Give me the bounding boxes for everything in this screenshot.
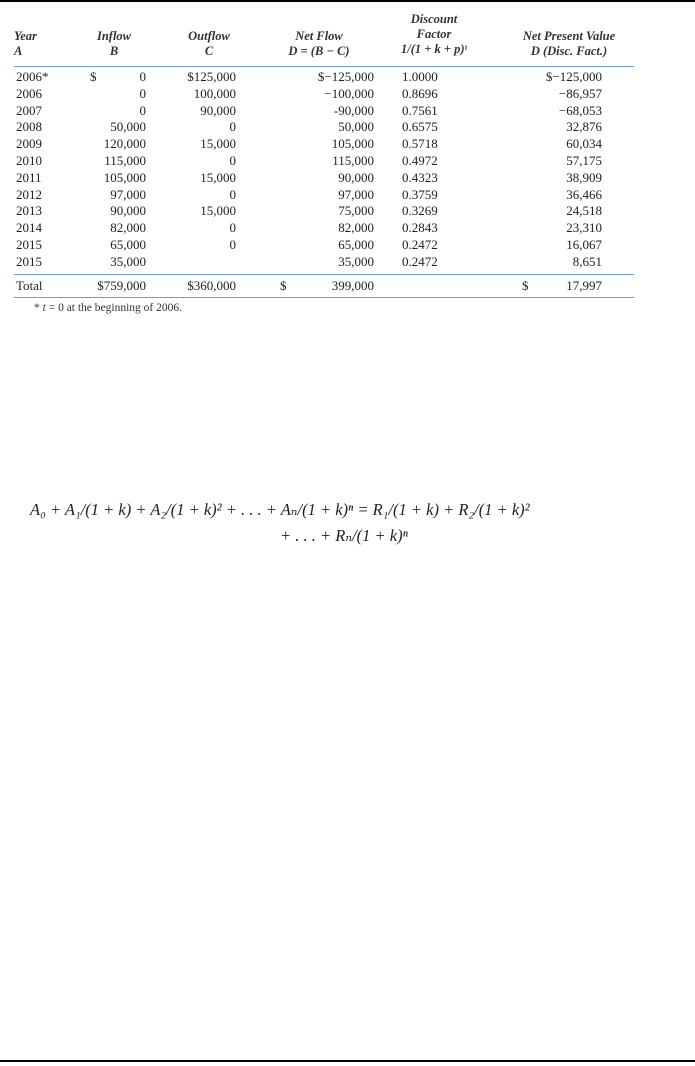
- total-outflow: $360,000: [187, 278, 236, 293]
- cell-outflow: 0: [229, 152, 236, 168]
- cell-inflow: 120,000: [103, 136, 146, 152]
- cell-npv: 8,651: [572, 253, 602, 269]
- cell-net-flow: −100,000: [324, 85, 374, 101]
- cell-npv: 57,175: [566, 152, 602, 168]
- cell-npv: 36,466: [566, 186, 602, 202]
- cell-discount-factor: 0.6575: [402, 119, 438, 135]
- cell-year: 2011: [16, 169, 42, 185]
- cell-outflow: 0: [229, 186, 236, 202]
- table-body: [14, 69, 634, 271]
- cell-npv: 38,909: [566, 169, 602, 185]
- cell-net-flow: 75,000: [338, 203, 374, 219]
- total-rule-bottom: [14, 297, 634, 298]
- cell-year: 2015: [16, 253, 42, 269]
- cell-outflow: 90,000: [200, 102, 236, 118]
- cell-discount-factor: 0.2843: [402, 220, 438, 236]
- cell-year: 2009: [16, 136, 42, 152]
- cell-net-flow: 115,000: [332, 152, 374, 168]
- total-inflow: $759,000: [97, 278, 146, 293]
- cell-inflow: 90,000: [110, 203, 146, 219]
- present-value-equation: [30, 500, 670, 544]
- cell-outflow: 0: [229, 236, 236, 252]
- cell-inflow: 115,000: [104, 152, 146, 168]
- cash-flow-table: [14, 12, 634, 293]
- cell-discount-factor: 0.4323: [402, 169, 438, 185]
- table-row: [14, 103, 634, 120]
- cell-discount-factor: 0.8696: [402, 85, 438, 101]
- cell-discount-factor: 0.5718: [402, 136, 438, 152]
- cell-inflow: 35,000: [110, 253, 146, 269]
- table-row: [14, 203, 634, 220]
- cell-inflow-currency: $: [90, 69, 97, 84]
- cell-inflow: 65,000: [110, 236, 146, 252]
- bottom-page-rule: [0, 1060, 695, 1062]
- cell-npv: $−125,000: [545, 69, 602, 84]
- table-row: [14, 254, 634, 271]
- table-footnote: [34, 302, 182, 314]
- table-row: [14, 220, 634, 237]
- table-row: [14, 170, 634, 187]
- cell-discount-factor: 1.0000: [402, 69, 438, 84]
- cell-outflow: 15,000: [200, 169, 236, 185]
- cell-npv: 23,310: [566, 220, 602, 236]
- cell-year: 2010: [16, 152, 42, 168]
- cell-discount-factor: 0.7561: [402, 102, 438, 118]
- header-outflow: Outflow C: [188, 29, 230, 58]
- cell-inflow: 97,000: [110, 186, 146, 202]
- table-row: [14, 153, 634, 170]
- cell-npv: −68,053: [558, 102, 602, 118]
- cell-npv: 60,034: [566, 136, 602, 152]
- footnote-variable: t: [42, 302, 46, 314]
- equation-line-2: + . . . + Rₙ/(1 + k)ⁿ: [280, 526, 408, 545]
- equation-line-1: A₀ + A₁/(1 + k) + A₂/(1 + k)² + . . . + Aₙ/(1 + k)ⁿ = R₁/(1 + k) + R₂/(1 + k)²: [30, 500, 530, 519]
- cell-outflow: 15,000: [200, 203, 236, 219]
- cell-net-flow: 90,000: [338, 169, 374, 185]
- footnote-mark: *: [34, 302, 40, 314]
- table-row: [14, 86, 634, 103]
- header-year: Year A: [14, 29, 37, 58]
- cell-outflow: 0: [229, 119, 236, 135]
- cell-year: 2006: [16, 85, 42, 101]
- top-page-rule: [0, 0, 695, 2]
- cell-inflow: 82,000: [110, 220, 146, 236]
- total-npv-currency: $: [522, 278, 529, 293]
- cell-net-flow: -90,000: [333, 102, 374, 118]
- cell-net-flow: 82,000: [338, 220, 374, 236]
- cell-inflow: 50,000: [110, 119, 146, 135]
- cell-outflow: 0: [229, 220, 236, 236]
- cell-outflow: 100,000: [193, 85, 236, 101]
- table-header: [14, 12, 634, 66]
- total-row: [14, 277, 634, 295]
- cell-outflow: 15,000: [200, 136, 236, 152]
- cell-year: 2014: [16, 220, 42, 236]
- cell-npv: 16,067: [566, 236, 602, 252]
- cell-inflow: 105,000: [103, 169, 146, 185]
- cell-year: 2012: [16, 186, 42, 202]
- cell-year: 2008: [16, 119, 42, 135]
- cell-npv: 24,518: [566, 203, 602, 219]
- cell-discount-factor: 0.3759: [402, 186, 438, 202]
- header-net-flow: Net Flow D = (B − C): [288, 29, 350, 58]
- total-net-flow: 399,000: [331, 278, 374, 293]
- cell-inflow: 0: [139, 69, 146, 84]
- cell-discount-factor: 0.4972: [402, 152, 438, 168]
- table-row: [14, 69, 634, 86]
- total-rule-top: [14, 274, 634, 275]
- table-row: [14, 237, 634, 254]
- total-label: Total: [16, 278, 43, 293]
- total-npv: 17,997: [566, 278, 602, 293]
- table-row: [14, 136, 634, 153]
- cell-inflow: 0: [139, 85, 146, 101]
- header-npv: Net Present Value D (Disc. Fact.): [522, 29, 616, 58]
- header-inflow: Inflow B: [96, 29, 132, 58]
- cell-npv: 32,876: [566, 119, 602, 135]
- header-rule: [14, 66, 634, 67]
- cell-discount-factor: 0.2472: [402, 236, 438, 252]
- header-discount-factor: Discount Factor 1/(1 + k + p)ᵗ: [401, 12, 467, 56]
- total-net-currency: $: [280, 278, 287, 293]
- table-row: [14, 187, 634, 204]
- cell-discount-factor: 0.2472: [402, 253, 438, 269]
- footnote-text: = 0 at the beginning of 2006.: [45, 302, 182, 314]
- cell-inflow: 0: [139, 102, 146, 118]
- cell-net-flow: 65,000: [338, 236, 374, 252]
- cell-year: 2006*: [16, 69, 49, 84]
- cell-year: 2007: [16, 102, 42, 118]
- cell-discount-factor: 0.3269: [402, 203, 438, 219]
- cell-net-flow: 50,000: [338, 119, 374, 135]
- cell-net-flow: 97,000: [338, 186, 374, 202]
- cell-outflow: $125,000: [187, 69, 236, 84]
- cell-net-flow: $−125,000: [317, 69, 374, 84]
- cell-year: 2013: [16, 203, 42, 219]
- cell-npv: −86,957: [558, 85, 602, 101]
- table-row: [14, 119, 634, 136]
- cell-net-flow: 105,000: [331, 136, 374, 152]
- cell-year: 2015: [16, 236, 42, 252]
- cell-net-flow: 35,000: [338, 253, 374, 269]
